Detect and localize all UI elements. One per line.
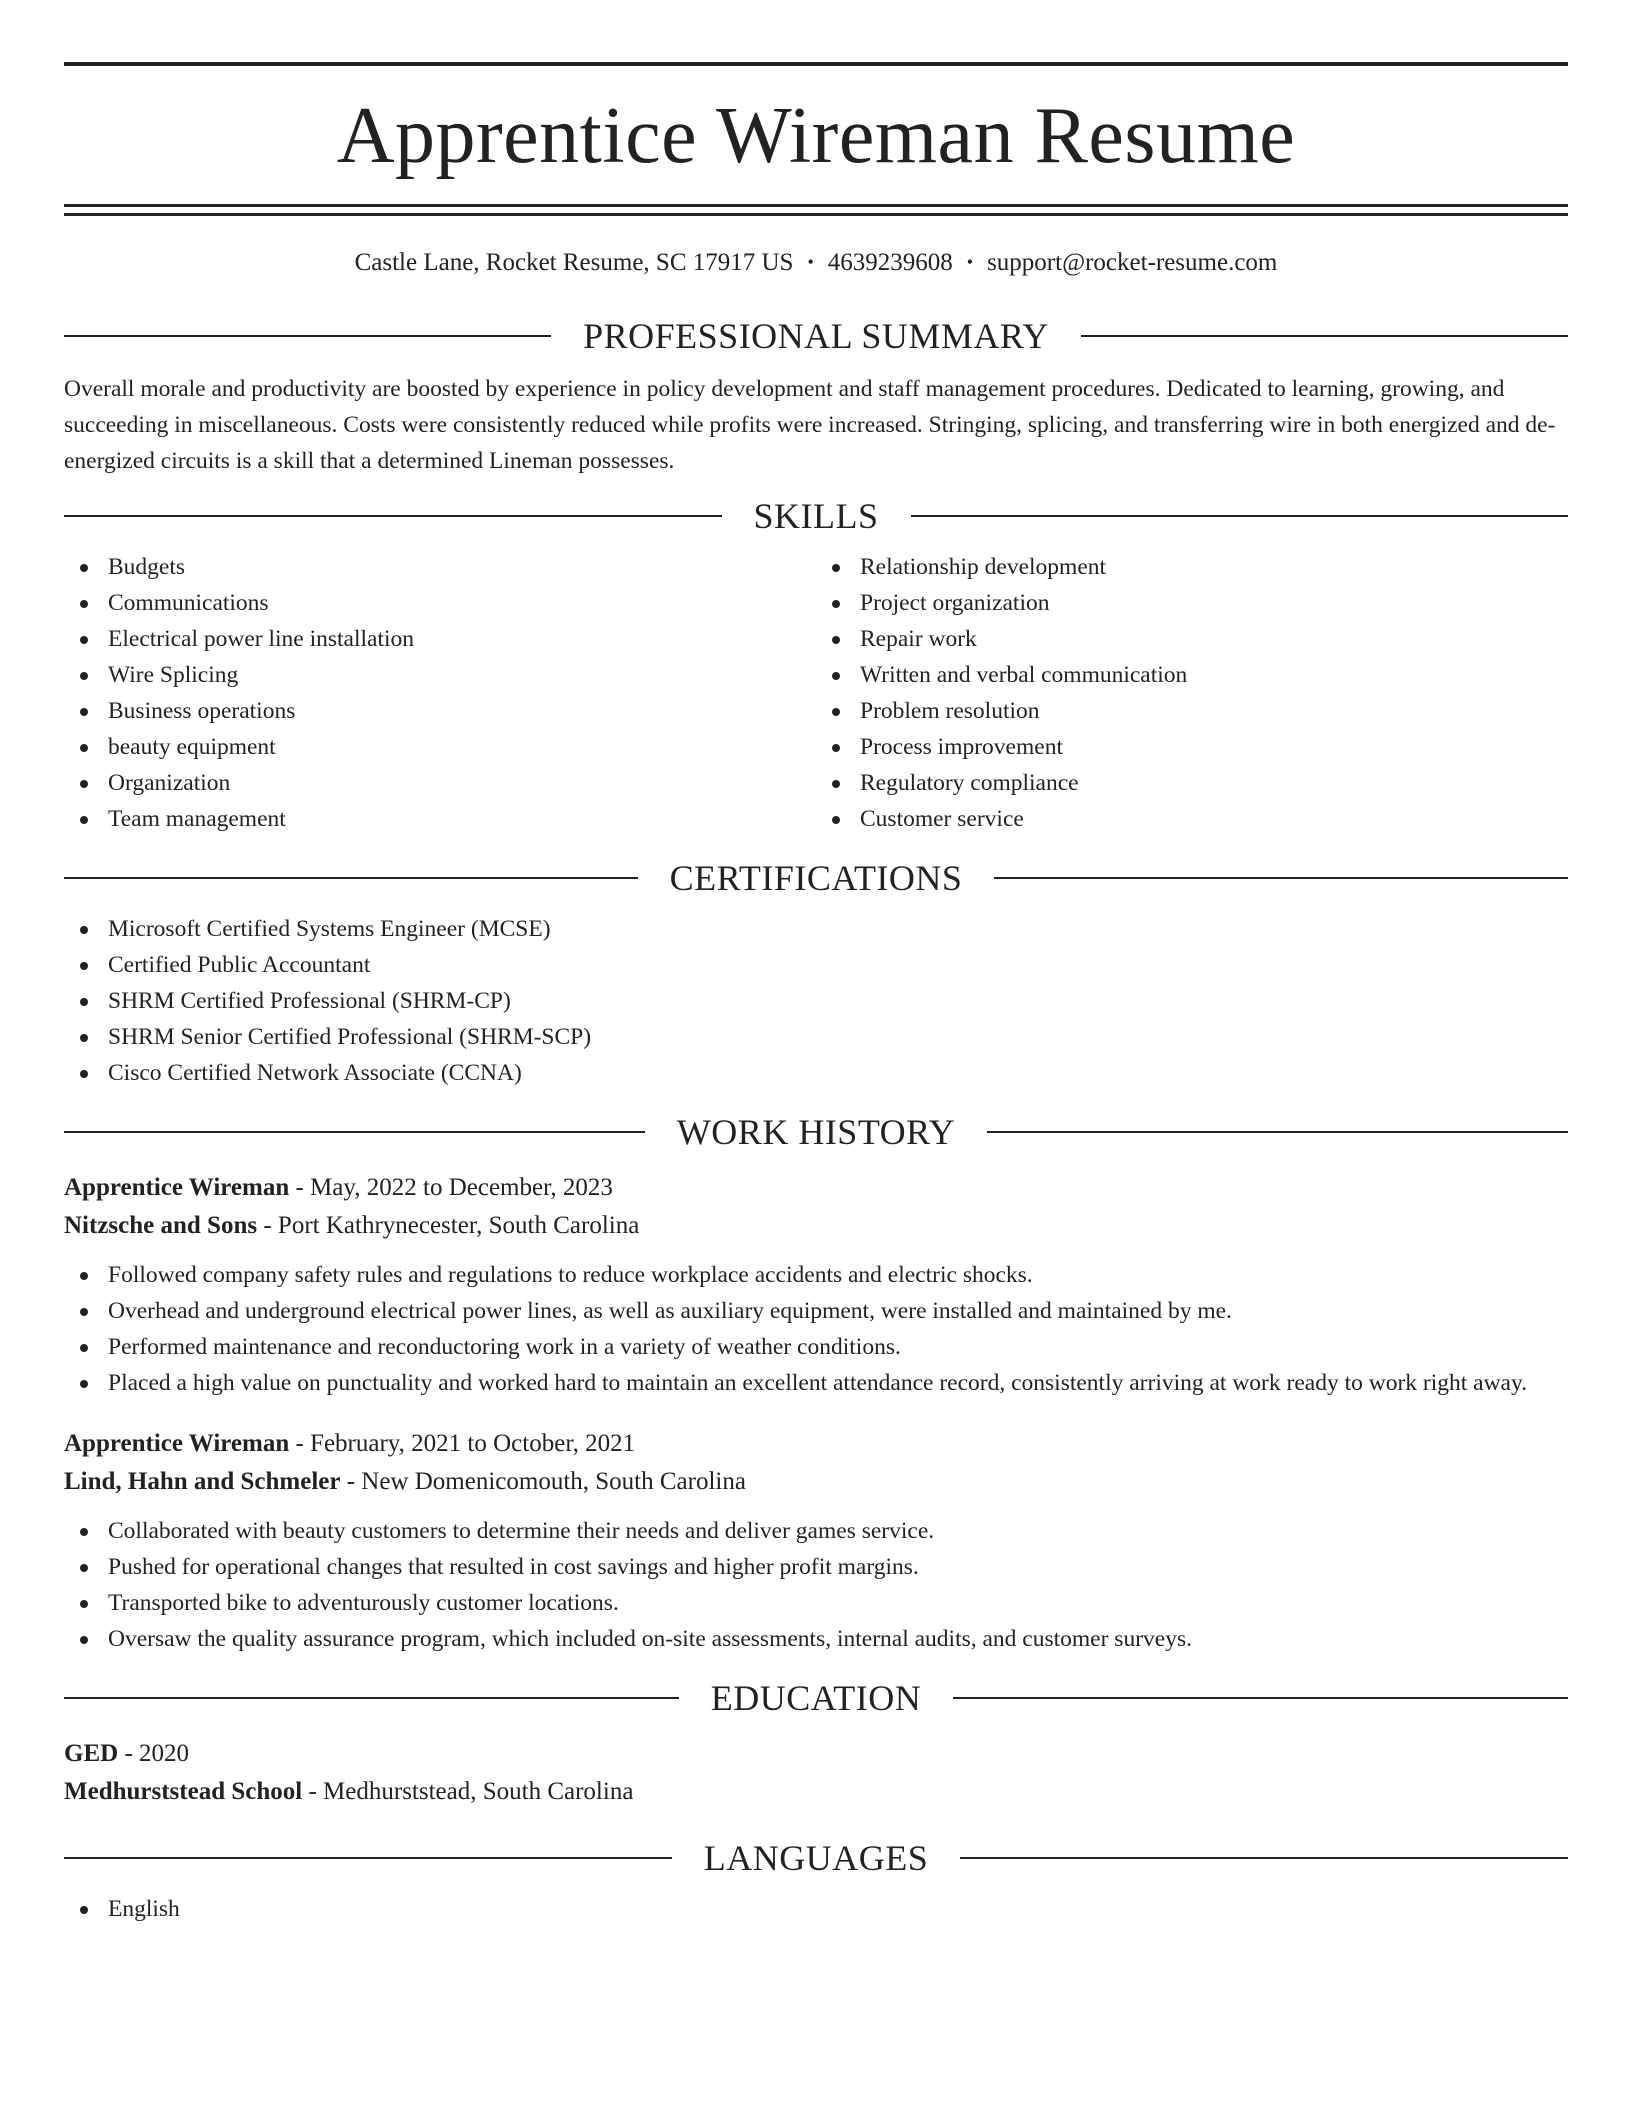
section-header-summary: [64, 313, 1568, 359]
job-entry: [64, 1425, 1568, 1657]
certifications-list: [64, 911, 1568, 1091]
skill-item: Problem resolution: [816, 693, 1568, 729]
contact-email: support@rocket-resume.com: [987, 249, 1278, 276]
job-title: Apprentice Wireman: [64, 1430, 290, 1457]
job-title: Apprentice Wireman: [64, 1174, 290, 1201]
job-company: Lind, Hahn and Schmeler: [64, 1468, 341, 1495]
job-duty: Collaborated with beauty customers to determine their needs and deliver games service.: [64, 1513, 1568, 1549]
section-rule: [64, 1131, 645, 1133]
section-title-summary: PROFESSIONAL SUMMARY: [583, 316, 1049, 356]
certification-item: SHRM Senior Certified Professional (SHRM-SCP): [64, 1019, 1568, 1055]
section-title-languages: LANGUAGES: [703, 1838, 929, 1878]
job-dates: - May, 2022 to December, 2023: [289, 1174, 613, 1201]
section-title-work-history: WORK HISTORY: [676, 1112, 956, 1152]
section-rule: [911, 515, 1569, 517]
section-title-certifications: CERTIFICATIONS: [669, 858, 963, 898]
education-degree: GED: [64, 1740, 119, 1767]
job-location: - Port Kathrynecester, South Carolina: [257, 1212, 640, 1239]
section-rule: [1081, 335, 1568, 337]
section-rule: [64, 515, 722, 517]
education-degree-line: [64, 1735, 1568, 1773]
top-rule: [64, 62, 1568, 66]
skills-list-left: [64, 549, 816, 837]
certification-item: Microsoft Certified Systems Engineer (MCSE): [64, 911, 1568, 947]
job-company: Nitzsche and Sons: [64, 1212, 258, 1239]
job-company-line: [64, 1207, 1568, 1245]
job-duties-list: [64, 1513, 1568, 1657]
section-title-education: EDUCATION: [710, 1678, 922, 1718]
job-entry: [64, 1169, 1568, 1401]
education-school-line: [64, 1773, 1568, 1811]
job-company-line: [64, 1463, 1568, 1501]
skill-item: Project organization: [816, 585, 1568, 621]
skill-item: Written and verbal communication: [816, 657, 1568, 693]
section-header-skills: [64, 493, 1568, 539]
education-location: - Medhurststead, South Carolina: [302, 1778, 634, 1805]
skill-item: Electrical power line installation: [64, 621, 816, 657]
skill-item: Relationship development: [816, 549, 1568, 585]
section-header-education: [64, 1675, 1568, 1721]
title-double-rule: [64, 204, 1568, 216]
education-entry: [64, 1735, 1568, 1811]
section-rule: [994, 877, 1568, 879]
job-dates: - February, 2021 to October, 2021: [289, 1430, 636, 1457]
skill-item: Team management: [64, 801, 816, 837]
contact-line: [64, 246, 1568, 279]
resume-title: Apprentice Wireman Resume: [336, 92, 1296, 180]
skill-item: Repair work: [816, 621, 1568, 657]
contact-phone: 4639239608: [827, 249, 953, 276]
section-title-skills: SKILLS: [753, 496, 879, 536]
contact-address: Castle Lane, Rocket Resume, SC 17917 US: [354, 249, 794, 276]
skills-list-right: [816, 549, 1568, 837]
job-title-line: [64, 1169, 1568, 1207]
skill-item: Customer service: [816, 801, 1568, 837]
skill-item: Process improvement: [816, 729, 1568, 765]
job-duty: Placed a high value on punctuality and worked hard to maintain an excellent attendance record, consistently arriving at work ready to work right away.: [64, 1365, 1568, 1401]
job-duty: Followed company safety rules and regulations to reduce workplace accidents and electric shocks.: [64, 1257, 1568, 1293]
summary-text: Overall morale and productivity are boosted by experience in policy development and staff management procedures. Dedicated to learning, growing, and succeeding in miscellaneous. Costs were consistently reduced while profits were increased. Stringing, splicing, and transferring wire in both energized and de-energized circuits is a skill that a determined Lineman possesses.: [64, 376, 1556, 474]
section-rule: [64, 877, 638, 879]
section-header-work-history: [64, 1109, 1568, 1155]
section-rule: [953, 1697, 1568, 1699]
job-duties-list: [64, 1257, 1568, 1401]
skill-item: Organization: [64, 765, 816, 801]
section-rule: [960, 1857, 1568, 1859]
job-location: - New Domenicomouth, South Carolina: [340, 1468, 746, 1495]
skill-item: Communications: [64, 585, 816, 621]
skill-item: beauty equipment: [64, 729, 816, 765]
languages-list: [64, 1891, 1568, 1927]
job-duty: Performed maintenance and reconductoring work in a variety of weather conditions.: [64, 1329, 1568, 1365]
section-rule: [64, 1857, 672, 1859]
language-item: English: [64, 1891, 1568, 1927]
job-duty: Overhead and underground electrical power lines, as well as auxiliary equipment, were installed and maintained by me.: [64, 1293, 1568, 1329]
section-header-languages: [64, 1835, 1568, 1881]
skill-item: Regulatory compliance: [816, 765, 1568, 801]
job-duty: Transported bike to adventurously customer locations.: [64, 1585, 1568, 1621]
education-school: Medhurststead School: [64, 1778, 303, 1805]
section-header-certifications: [64, 855, 1568, 901]
skill-item: Budgets: [64, 549, 816, 585]
job-title-line: [64, 1425, 1568, 1463]
contact-separator: •: [807, 252, 814, 272]
skill-item: Business operations: [64, 693, 816, 729]
certification-item: Cisco Certified Network Associate (CCNA): [64, 1055, 1568, 1091]
job-duty: Pushed for operational changes that resulted in cost savings and higher profit margins.: [64, 1549, 1568, 1585]
job-duty: Oversaw the quality assurance program, which included on-site assessments, internal audits, and customer surveys.: [64, 1621, 1568, 1657]
contact-separator: •: [966, 252, 974, 272]
skill-item: Wire Splicing: [64, 657, 816, 693]
section-rule: [987, 1131, 1568, 1133]
skills-columns: [64, 539, 1568, 837]
certification-item: Certified Public Accountant: [64, 947, 1568, 983]
section-rule: [64, 335, 551, 337]
section-rule: [64, 1697, 679, 1699]
education-year: - 2020: [118, 1740, 190, 1767]
certification-item: SHRM Certified Professional (SHRM-CP): [64, 983, 1568, 1019]
